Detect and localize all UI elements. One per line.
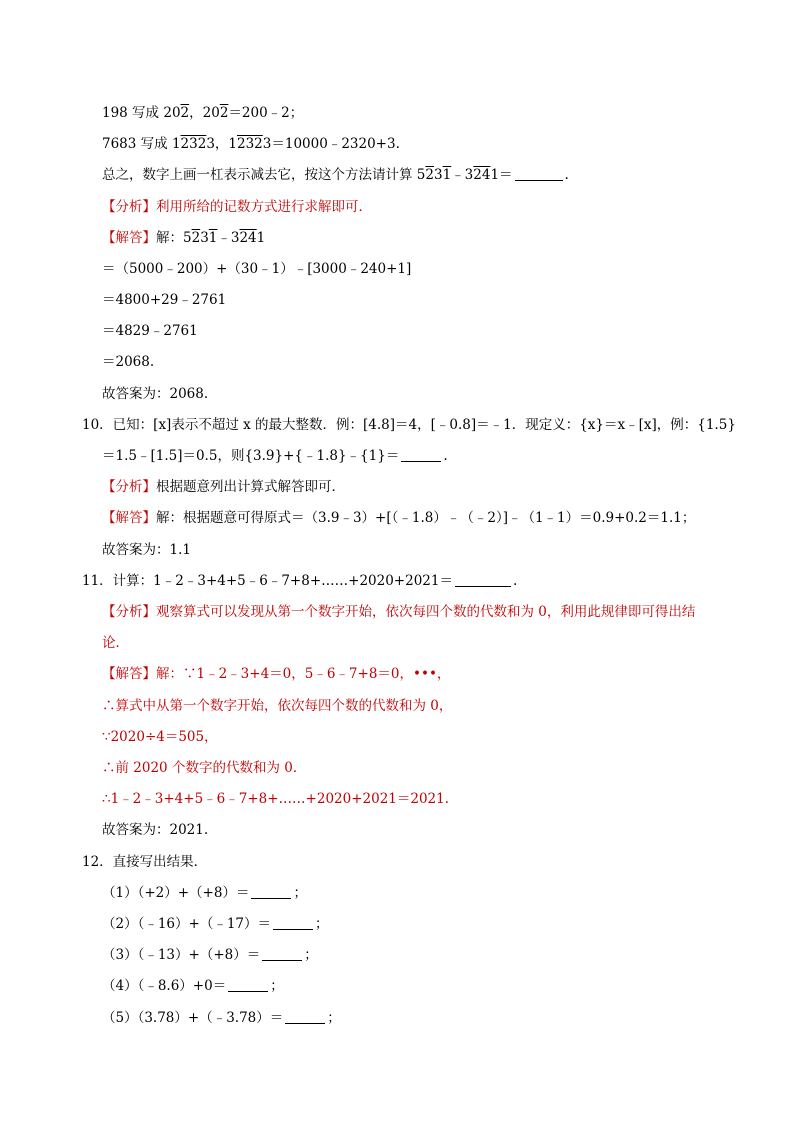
q10-answer: 【解答】解：根据题意可得原式＝（3.9﹣3）+[（﹣1.8）﹣（﹣2）]﹣（1﹣1）＝0.9+0.2＝1.1； bbox=[102, 510, 696, 526]
answer-blank bbox=[251, 884, 291, 899]
answer-blank bbox=[273, 915, 313, 930]
q11-final: 故答案为：2021. bbox=[102, 822, 209, 838]
q9-step-1: ＝（5000﹣200）+（30﹣1）﹣[3000﹣240+1] bbox=[102, 261, 412, 277]
q10-analysis: 【分析】根据题意列出计算式解答即可． bbox=[102, 479, 345, 495]
q9-answer: 【解答】解：5231﹣3241 bbox=[102, 230, 266, 246]
q9-line-2: 7683 写成 12323，12323＝10000﹣2320+3. bbox=[102, 136, 400, 152]
q10-line-1: 10．已知：[x]表示不超过 x 的最大整数．例：[4.8]＝4，[﹣0.8]＝﹣1．现定义：{x}＝x﹣[x]，例：{1.5} bbox=[82, 417, 736, 433]
q9-step-3: ＝4829﹣2761 bbox=[102, 323, 198, 339]
q11-analysis-2: 论． bbox=[102, 635, 129, 651]
q12-item-2: （2）（﹣16）+（﹣17）＝ ； bbox=[102, 916, 329, 932]
answer-blank bbox=[515, 166, 563, 181]
q11-step-3: ∴前 2020 个数字的代数和为 0． bbox=[102, 760, 307, 776]
q12-item-1: （1）（+2）+（+8）＝ ； bbox=[102, 885, 307, 901]
q9-final: 故答案为：2068. bbox=[102, 386, 209, 402]
q12-item-5: （5）（3.78）+（﹣3.78）＝ ； bbox=[102, 1010, 341, 1026]
q12-item-4: （4）（﹣8.6）+0＝ ； bbox=[102, 978, 284, 994]
answer-blank bbox=[228, 977, 268, 992]
q9-step-2: ＝4800+29﹣2761 bbox=[102, 292, 227, 308]
q12-title: 12．直接写出结果． bbox=[82, 854, 208, 870]
q11-step-1: ∴算式中从第一个数字开始，依次每四个数的代数和为 0， bbox=[102, 698, 453, 714]
answer-blank bbox=[401, 447, 441, 462]
q12-item-3: （3）（﹣13）+（+8）＝ ； bbox=[102, 947, 318, 963]
answer-blank bbox=[285, 1009, 325, 1024]
answer-blank bbox=[262, 946, 302, 961]
q10-final: 故答案为：1.1 bbox=[102, 542, 191, 558]
q11-line-1: 11．计算：1﹣2﹣3+4+5﹣6﹣7+8+……+2020+2021＝ . bbox=[82, 573, 518, 589]
q11-step-4: ∴1﹣2﹣3+4+5﹣6﹣7+8+……+2020+2021＝2021. bbox=[102, 791, 450, 807]
answer-blank bbox=[455, 572, 511, 587]
q9-step-4: ＝2068. bbox=[102, 354, 155, 370]
q9-line-1: 198 写成 202，202＝200﹣2； bbox=[102, 105, 304, 121]
q10-line-2: ＝1.5﹣[1.5]＝0.5，则{3.9}+{﹣1.8}﹣{1}＝ . bbox=[102, 448, 448, 464]
q9-analysis: 【分析】利用所给的记数方式进行求解即可． bbox=[102, 199, 372, 215]
q11-analysis-1: 【分析】观察算式可以发现从第一个数字开始，依次每四个数的代数和为 0，利用此规律即可得出结 bbox=[102, 604, 696, 620]
q11-answer: 【解答】解：∵1﹣2﹣3+4＝0，5﹣6﹣7+8＝0，•••， bbox=[102, 666, 451, 682]
q9-line-3: 总之，数字上画一杠表示减去它，按这个方法请计算 5231﹣3241＝ . bbox=[102, 167, 569, 183]
q11-step-2: ∵2020÷4＝505， bbox=[102, 729, 218, 745]
